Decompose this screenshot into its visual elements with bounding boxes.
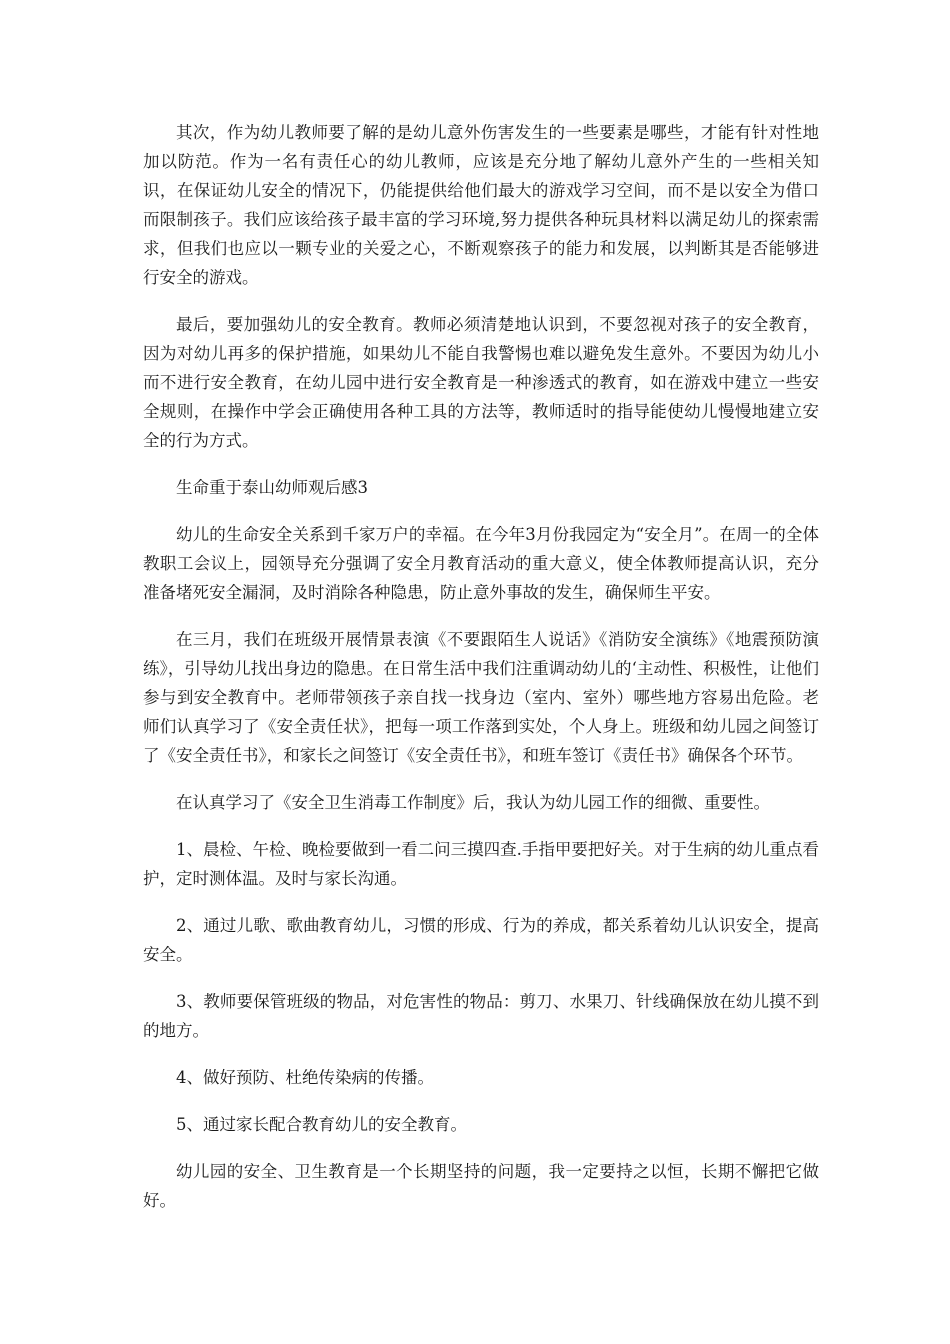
- paragraph-march-activities: 在三月，我们在班级开展情景表演《不要跟陌生人说话》《消防安全演练》《地震预防演练》，引导幼儿找出身边的隐患。在日常生活中我们注重调动幼儿的‘主动性、积极性，让他们参与到安全教育中。老师带领孩子亲自找一找身边（室内、室外）哪些地方容易出危险。老师们认真学习了《安全责任状》，把每一项工作落到实处，个人身上。班级和幼儿园之间签订了《安全责任书》，和家长之间签订《安全责任书》，和班车签订《责任书》确保各个环节。: [143, 630, 819, 765]
- list-item-2: 2、通过儿歌、歌曲教育幼儿，习惯的形成、行为的养成，都关系着幼儿认识安全，提高安全。: [143, 916, 819, 964]
- list-item-5: 5、通过家长配合教育幼儿的安全教育。: [176, 1115, 467, 1134]
- list-item-1: 1、晨检、午检、晚检要做到一看二问三摸四查.手指甲要把好关。对于生病的幼儿重点看护，定时测体温。及时与家长沟通。: [143, 840, 819, 888]
- paragraph-prevention: 其次，作为幼儿教师要了解的是幼儿意外伤害发生的一些要素是哪些，才能有针对性地加以防范。作为一名有责任心的幼儿教师，应该是充分地了解幼儿意外产生的一些相关知识，在保证幼儿安全的情况下，仍能提供给他们最大的游戏学习空间，而不是以安全为借口而限制孩子。我们应该给孩子最丰富的学习环境,努力提供各种玩具材料以满足幼儿的探索需求，但我们也应以一颗专业的关爱之心，不断观察孩子的能力和发展，以判断其是否能够进行安全的游戏。: [143, 123, 819, 287]
- list-item-3: 3、教师要保管班级的物品，对危害性的物品：剪刀、水果刀、针线确保放在幼儿摸不到的地方。: [143, 992, 819, 1040]
- paragraph-safety-month: 幼儿的生命安全关系到千家万户的幸福。在今年3月份我园定为“安全月”。在周一的全体教职工会议上，园领导充分强调了安全月教育活动的重大意义，使全体教师提高认识，充分准备堵死安全漏洞，及时消除各种隐患，防止意外事故的发生，确保师生平安。: [143, 525, 819, 602]
- list-item-4: 4、做好预防、杜绝传染病的传播。: [176, 1068, 434, 1087]
- paragraph-conclusion: 幼儿园的安全、卫生教育是一个长期坚持的问题，我一定要持之以恒，长期不懈把它做好。: [143, 1162, 819, 1210]
- paragraph-safety-education: 最后，要加强幼儿的安全教育。教师必须清楚地认识到，不要忽视对孩子的安全教育，因为对幼儿再多的保护措施，如果幼儿不能自我警惕也难以避免发生意外。不要因为幼儿小而不进行安全教育，在幼儿园中进行安全教育是一种渗透式的教育，如在游戏中建立一些安全规则，在操作中学会正确使用各种工具的方法等，教师适时的指导能使幼儿慢慢地建立安全的行为方式。: [143, 315, 819, 450]
- paragraph-study-regulations: 在认真学习了《安全卫生消毒工作制度》后，我认为幼儿园工作的细微、重要性。: [176, 793, 770, 812]
- section-heading: 生命重于泰山幼师观后感3: [176, 478, 368, 497]
- document-body: [143, 118, 819, 1233]
